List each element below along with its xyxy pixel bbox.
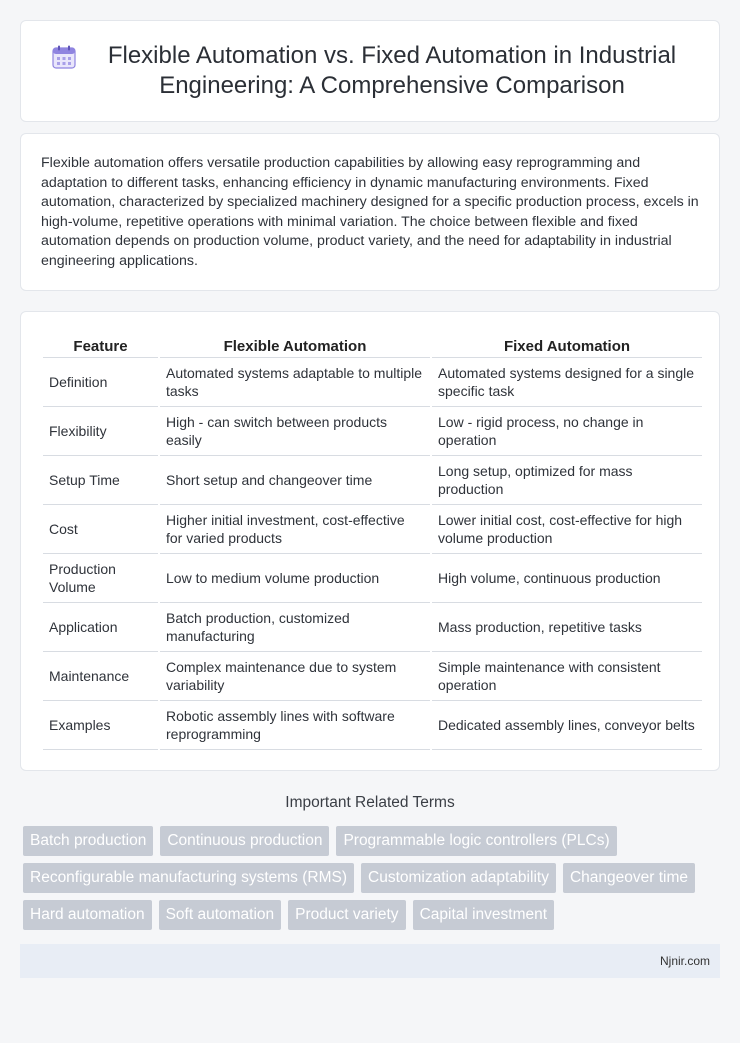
intro-card bbox=[20, 133, 720, 291]
term-tag[interactable]: Batch production bbox=[23, 826, 153, 856]
table-row bbox=[43, 701, 702, 750]
row-fixed: Mass production, repetitive tasks bbox=[432, 603, 702, 652]
term-tag[interactable]: Hard automation bbox=[23, 900, 152, 930]
row-feature: Application bbox=[43, 603, 158, 652]
footer bbox=[20, 944, 720, 978]
footer-site-name[interactable]: Njnir.com bbox=[659, 954, 710, 968]
term-tag[interactable]: Product variety bbox=[288, 900, 405, 930]
comparison-table-card bbox=[20, 311, 720, 771]
header-flexible-automation: Flexible Automation bbox=[160, 332, 430, 358]
row-feature: Setup Time bbox=[43, 456, 158, 505]
row-feature: Examples bbox=[43, 701, 158, 750]
row-fixed: Dedicated assembly lines, conveyor belts bbox=[432, 701, 702, 750]
header-feature: Feature bbox=[43, 332, 158, 358]
term-tag[interactable]: Reconfigurable manufacturing systems (RMS) bbox=[23, 863, 354, 893]
row-flexible: Batch production, customized manufacturing bbox=[160, 603, 430, 652]
row-flexible: Higher initial investment, cost-effective for varied products bbox=[160, 505, 430, 554]
row-feature: Definition bbox=[43, 358, 158, 407]
table-header-row bbox=[43, 332, 702, 358]
header-fixed-automation: Fixed Automation bbox=[432, 332, 702, 358]
term-tag[interactable]: Soft automation bbox=[159, 900, 282, 930]
row-fixed: Simple maintenance with consistent operation bbox=[432, 652, 702, 701]
row-fixed: Long setup, optimized for mass production bbox=[432, 456, 702, 505]
table-row bbox=[43, 603, 702, 652]
row-flexible: Automated systems adaptable to multiple tasks bbox=[160, 358, 430, 407]
row-feature: Production Volume bbox=[43, 554, 158, 603]
title-wrap bbox=[51, 41, 689, 101]
table-row bbox=[43, 505, 702, 554]
intro-paragraph: Flexible automation offers versatile production capabilities by allowing easy reprogramming and adaptation to different tasks, enhancing efficiency in dynamic manufacturing environments. Fixed automation, characterized by specialized machinery designed for a specific production process, excels in high-volume, repetitive operations with minimal variation. The choice between flexible and fixed automation depends on production volume, product variety, and the need for adaptability in industrial engineering applications. bbox=[41, 155, 699, 269]
row-fixed: Automated systems designed for a single specific task bbox=[432, 358, 702, 407]
row-feature: Flexibility bbox=[43, 407, 158, 456]
term-tag[interactable]: Customization adaptability bbox=[361, 863, 556, 893]
row-feature: Maintenance bbox=[43, 652, 158, 701]
row-fixed: High volume, continuous production bbox=[432, 554, 702, 603]
row-flexible: High - can switch between products easily bbox=[160, 407, 430, 456]
table-row bbox=[43, 554, 702, 603]
row-feature: Cost bbox=[43, 505, 158, 554]
table-row bbox=[43, 358, 702, 407]
row-flexible: Complex maintenance due to system variability bbox=[160, 652, 430, 701]
related-terms-tags bbox=[20, 826, 720, 930]
row-fixed: Lower initial cost, cost-effective for high volume production bbox=[432, 505, 702, 554]
term-tag[interactable]: Capital investment bbox=[413, 900, 555, 930]
table-row bbox=[43, 407, 702, 456]
row-flexible: Low to medium volume production bbox=[160, 554, 430, 603]
title-card bbox=[20, 20, 720, 122]
table-row bbox=[43, 652, 702, 701]
term-tag[interactable]: Continuous production bbox=[160, 826, 329, 856]
row-flexible: Robotic assembly lines with software reprogramming bbox=[160, 701, 430, 750]
page-title: Flexible Automation vs. Fixed Automation in Industrial Engineering: A Comprehensive Comparison bbox=[107, 42, 677, 99]
table-row bbox=[43, 456, 702, 505]
related-terms-heading: Important Related Terms bbox=[285, 794, 455, 811]
row-flexible: Short setup and changeover time bbox=[160, 456, 430, 505]
term-tag[interactable]: Changeover time bbox=[563, 863, 695, 893]
term-tag[interactable]: Programmable logic controllers (PLCs) bbox=[336, 826, 616, 856]
calendar-icon bbox=[51, 44, 77, 70]
row-fixed: Low - rigid process, no change in operation bbox=[432, 407, 702, 456]
comparison-table bbox=[41, 332, 704, 750]
